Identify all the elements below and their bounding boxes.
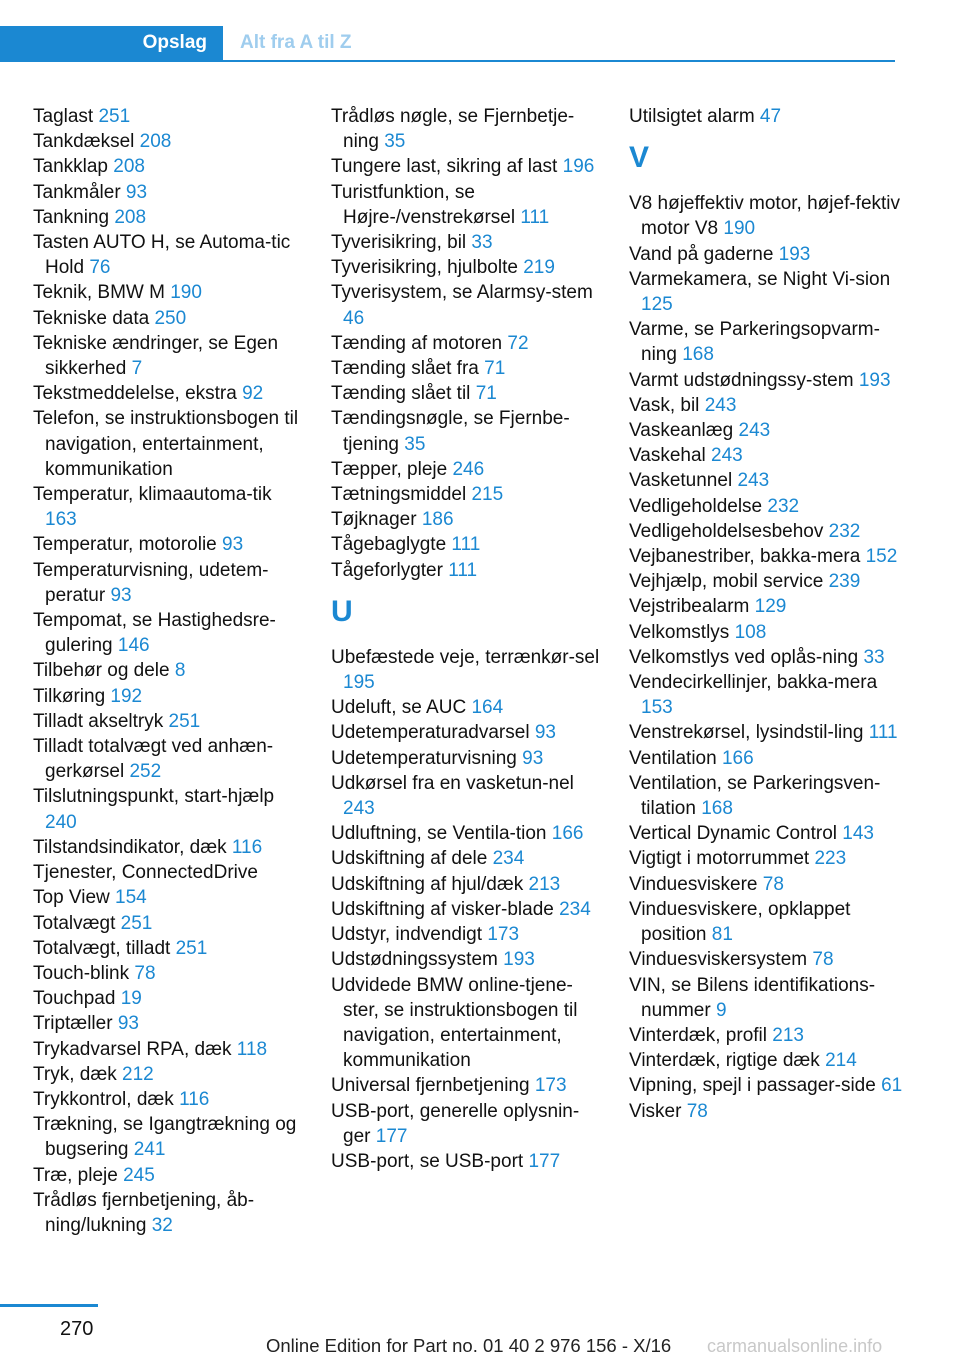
index-entry-text: Udkørsel fra en vasketun-nel <box>331 772 574 794</box>
index-entry-text: Vejbanestriber, bakka-mera <box>629 546 866 568</box>
index-entry <box>629 418 904 443</box>
index-entry-text: VIN, se Bilens identifikations-nummer <box>629 974 876 1021</box>
page-reference-link[interactable]: 213 <box>772 1024 804 1046</box>
index-entry <box>331 406 606 456</box>
index-entry <box>331 695 606 720</box>
index-entry-text: Totalvægt <box>33 912 121 934</box>
index-entry <box>629 1073 904 1098</box>
index-entry-text: Vedligeholdelse <box>629 495 768 517</box>
page-reference-link[interactable]: 208 <box>114 206 147 228</box>
index-entry-text: Utilsigtet alarm <box>629 106 760 127</box>
page-reference-link[interactable]: 195 <box>343 672 375 694</box>
page-number: 270 <box>60 1318 94 1340</box>
index-entry <box>331 482 606 507</box>
page-reference-link[interactable]: 118 <box>236 1038 268 1060</box>
index-entry-text: Tjenester, ConnectedDrive <box>33 862 258 884</box>
index-entry-text: Tungere last, sikring af last <box>331 156 563 178</box>
index-entry <box>629 267 904 317</box>
page-reference-link[interactable]: 46 <box>343 307 365 329</box>
page-reference-link[interactable]: 116 <box>231 836 263 858</box>
page-reference-link[interactable]: 152 <box>865 546 898 568</box>
page-reference-link[interactable]: 223 <box>814 848 847 870</box>
index-entry <box>629 897 904 947</box>
index-entry-text: Telefon, se instruktionsbogen til navigation, entertainment, kommunikation <box>33 408 299 480</box>
index-entry-text: Vipning, spejl i passager-side <box>629 1075 882 1097</box>
index-entry <box>331 532 606 557</box>
index-entry-text: Tågebaglygte <box>331 534 452 556</box>
index-entry <box>33 608 308 658</box>
page-reference-link[interactable]: 208 <box>139 131 172 153</box>
index-entry-text: Vejhjælp, mobil service <box>629 571 829 593</box>
page-reference-link[interactable]: 166 <box>721 747 754 769</box>
index-entry-text: Top View <box>33 887 116 909</box>
index-entry <box>331 230 606 255</box>
page-reference-link[interactable]: 173 <box>534 1075 567 1097</box>
index-entry-text: Tågeforlygter <box>331 559 449 581</box>
index-entry <box>33 709 308 734</box>
index-entry-text: Udeluft, se AUC <box>331 697 472 719</box>
index-entry <box>629 746 904 771</box>
index-entry <box>629 821 904 846</box>
index-column-3 <box>629 104 904 1124</box>
index-entry <box>33 129 308 154</box>
index-entry <box>331 331 606 356</box>
index-entry-text: Tankdæksel <box>33 131 140 153</box>
index-entry <box>33 986 308 1011</box>
index-entry <box>33 1087 308 1112</box>
index-entry-text: Tankning <box>33 206 115 228</box>
index-entry <box>33 154 308 179</box>
index-entry-text: Tænding af motoren <box>331 332 508 354</box>
index-entry <box>33 381 308 406</box>
index-entry-text: Teknik, BMW M <box>33 282 171 304</box>
page-reference-link[interactable]: 8 <box>174 660 186 682</box>
page-reference-link[interactable]: 143 <box>842 823 874 845</box>
index-entry-text: Vigtigt i motorrummet <box>629 848 815 870</box>
page-reference-link[interactable]: 108 <box>734 621 767 643</box>
index-entry <box>33 1163 308 1188</box>
index-entry <box>33 734 308 784</box>
tab-opslag-label: Opslag <box>142 32 207 53</box>
page-reference-link[interactable]: 246 <box>452 458 485 480</box>
index-entry-text: Trykadvarsel RPA, dæk <box>33 1038 237 1060</box>
index-entry-text: Tæpper, pleje <box>331 458 453 480</box>
section-letter: V <box>629 141 650 175</box>
page-reference-link[interactable]: 215 <box>471 484 504 506</box>
page-reference-link[interactable]: 61 <box>881 1075 903 1097</box>
index-entry-text: Vinduesviskere, opklappet position <box>629 898 851 946</box>
page-reference-link[interactable]: 245 <box>123 1164 155 1186</box>
index-entry-text: Tilkøring <box>33 685 111 707</box>
index-entry <box>331 457 606 482</box>
index-entry-text: Temperatur, motorolie <box>33 534 223 556</box>
index-entry <box>629 242 904 267</box>
page-reference-link[interactable]: 219 <box>523 257 555 279</box>
index-entry <box>33 1188 308 1238</box>
index-entry-text: Touch-blink <box>33 962 135 984</box>
page-reference-link[interactable]: 32 <box>151 1214 173 1236</box>
index-entry <box>629 1099 904 1124</box>
page-reference-link[interactable]: 125 <box>641 294 673 316</box>
page-reference-link[interactable]: 177 <box>375 1125 408 1147</box>
index-entry-text: Vasketunnel <box>629 470 738 492</box>
index-entry-text: Trådløs nøgle, se Fjernbetje-ning <box>331 106 575 153</box>
index-entry-text: Tryk, dæk <box>33 1063 123 1085</box>
index-entry <box>629 620 904 645</box>
index-entry <box>629 317 904 367</box>
index-entry <box>33 331 308 381</box>
index-entry-text: Udstyr, indvendigt <box>331 924 488 946</box>
index-entry <box>33 230 308 280</box>
index-entry-text: Varmekamera, se Night Vi-sion <box>629 268 891 290</box>
index-entry-text: Taglast <box>33 106 99 127</box>
page-reference-link[interactable]: 214 <box>825 1050 857 1072</box>
index-entry-text: Tilbehør og dele <box>33 660 175 682</box>
index-entry <box>629 947 904 972</box>
index-entry-text: Udskiftning af hjul/dæk <box>331 873 529 895</box>
index-entry-text: Tætningsmiddel <box>331 484 472 506</box>
index-entry-text: V8 højeffektiv motor, højef-fektiv motor V8 <box>629 193 901 240</box>
index-entry-text: Temperatur, klimaautoma-tik <box>33 484 272 506</box>
page-reference-link[interactable]: 163 <box>45 509 77 531</box>
page-reference-link[interactable]: 154 <box>115 887 147 909</box>
index-entry-text: Trækning, se Igangtrækning og bugsering <box>33 1114 297 1161</box>
index-entry-text: Tilslutningspunkt, start-hjælp <box>33 786 275 808</box>
page-reference-link[interactable]: 193 <box>503 949 535 971</box>
index-entry <box>33 280 308 305</box>
page-reference-link[interactable]: 146 <box>117 635 150 657</box>
index-entry <box>331 746 606 771</box>
index-entry-text: Vertical Dynamic Control <box>629 823 843 845</box>
index-entry-text: Vinterdæk, rigtige dæk <box>629 1050 826 1072</box>
index-entry-text: Udetemperaturvisning <box>331 747 523 769</box>
index-entry-text: Tekstmeddelelse, ekstra <box>33 383 243 405</box>
index-entry-text: Tekniske data <box>33 307 155 329</box>
index-entry-text: Vaskeanlæg <box>629 420 739 442</box>
index-entry-text: Udetemperaturadvarsel <box>331 722 535 744</box>
index-entry-text: Venstrekørsel, lysindstil-ling <box>629 722 869 744</box>
index-entry-text: Universal fjernbetjening <box>331 1075 535 1097</box>
index-entry-text: Vedligeholdelsesbehov <box>629 520 829 542</box>
index-entry <box>331 154 606 179</box>
page-reference-link[interactable]: 47 <box>759 106 782 127</box>
page-reference-link[interactable]: 243 <box>711 445 743 467</box>
page-reference-link[interactable]: 111 <box>451 534 481 556</box>
index-entry-text: Ventilation, se Parkeringsven-tilation <box>629 772 881 820</box>
index-entry <box>331 947 606 972</box>
index-entry <box>33 180 308 205</box>
index-entry-text: Turistfunktion, se Højre-/venstrekørsel <box>331 181 521 228</box>
index-entry <box>331 897 606 922</box>
page-reference-link[interactable]: 239 <box>828 571 861 593</box>
index-entry <box>629 670 904 720</box>
page-reference-link[interactable]: 213 <box>528 873 561 895</box>
page-reference-link[interactable]: 251 <box>120 912 153 934</box>
index-entry-text: USB-port, generelle oplysnin-ger <box>331 1100 580 1147</box>
page-reference-link[interactable]: 164 <box>471 697 504 719</box>
page-reference-link[interactable]: 177 <box>528 1150 561 1172</box>
page-reference-link[interactable]: 166 <box>551 823 584 845</box>
page-reference-link[interactable]: 234 <box>559 898 591 920</box>
page-reference-link[interactable]: 35 <box>384 131 406 153</box>
index-entry-text: Tyverisikring, bil <box>331 232 472 254</box>
page-reference-link[interactable]: 33 <box>863 646 885 668</box>
index-entry <box>33 532 308 557</box>
index-entry <box>331 356 606 381</box>
page-reference-link[interactable]: 251 <box>98 106 131 127</box>
page-reference-link[interactable]: 193 <box>858 369 891 391</box>
index-entry <box>331 1149 606 1174</box>
page-reference-link[interactable]: 81 <box>711 924 733 946</box>
index-entry <box>33 306 308 331</box>
page-reference-link[interactable]: 92 <box>242 383 264 405</box>
index-entry <box>331 280 606 330</box>
index-entry-text: Træ, pleje <box>33 1164 124 1186</box>
index-entry <box>33 860 308 885</box>
index-entry <box>629 368 904 393</box>
index-entry-text: Totalvægt, tilladt <box>33 937 176 959</box>
index-entry <box>629 519 904 544</box>
index-entry <box>331 180 606 230</box>
index-entry <box>629 494 904 519</box>
page-reference-link[interactable]: 71 <box>475 383 497 405</box>
index-entry <box>33 936 308 961</box>
page-reference-link[interactable]: 234 <box>492 848 525 870</box>
index-entry-text: Vand på gaderne <box>629 243 779 265</box>
index-entry <box>629 544 904 569</box>
index-entry-text: Trådløs fjernbetjening, åb-ning/lukning <box>33 1189 255 1236</box>
index-entry-text: Tempomat, se Hastighedsre-gulering <box>33 610 276 657</box>
index-entry-text: Visker <box>629 1100 687 1122</box>
index-entry <box>33 835 308 860</box>
page-reference-link[interactable]: 111 <box>448 559 478 581</box>
index-entry-text: Tænding slået til <box>331 383 476 405</box>
index-entry-text: Varme, se Parkeringsopvarm-ning <box>629 319 880 366</box>
index-entry <box>33 558 308 608</box>
index-entry <box>331 922 606 947</box>
index-entry-text: Tyverisikring, hjulbolte <box>331 257 524 279</box>
index-entry <box>331 973 606 1074</box>
index-entry <box>331 1099 606 1149</box>
page-reference-link[interactable]: 232 <box>828 520 861 542</box>
page-reference-link[interactable]: 240 <box>45 811 77 833</box>
page-reference-link[interactable]: 251 <box>168 710 201 732</box>
index-entry-text: Tøjknager <box>331 509 422 531</box>
page-reference-link[interactable]: 78 <box>762 873 784 895</box>
page-reference-link[interactable]: 251 <box>175 937 208 959</box>
page-reference-link[interactable]: 78 <box>686 1100 708 1122</box>
index-entry <box>331 645 606 695</box>
index-entry <box>33 1062 308 1087</box>
page-reference-link[interactable]: 93 <box>110 584 132 606</box>
index-entry <box>33 1037 308 1062</box>
page-number-rule <box>0 1304 98 1307</box>
index-entry-text: Tilladt totalvægt ved anhæn-gerkørsel <box>33 736 274 783</box>
index-entry <box>629 468 904 493</box>
page-reference-link[interactable]: 129 <box>754 596 787 618</box>
index-entry-text: Tændingsnøgle, se Fjernbe-tjening <box>331 408 570 455</box>
page-reference-link[interactable]: 190 <box>723 218 756 240</box>
index-entry-text: Udskiftning af visker-blade <box>331 898 560 920</box>
page-reference-link[interactable]: 168 <box>682 344 714 366</box>
index-entry-text: Vinterdæk, profil <box>629 1024 773 1046</box>
index-entry <box>629 846 904 871</box>
index-entry <box>629 393 904 418</box>
page-reference-link[interactable]: 111 <box>868 722 898 744</box>
index-entry <box>331 872 606 897</box>
header-tabbar <box>0 26 895 62</box>
index-entry <box>33 406 308 482</box>
index-column-2 <box>331 104 606 1174</box>
index-entry <box>331 771 606 821</box>
index-entry <box>33 658 308 683</box>
page-reference-link[interactable]: 208 <box>113 156 145 178</box>
index-entry-text: Vinduesviskersystem <box>629 949 813 971</box>
index-entry-text: Triptæller <box>33 1013 118 1035</box>
index-entry-text: Velkomstlys <box>629 621 735 643</box>
index-entry <box>629 973 904 1023</box>
index-entry <box>331 104 606 154</box>
index-column-1 <box>33 104 308 1238</box>
index-entry-text: Tyverisystem, se Alarmsy-stem <box>331 282 593 304</box>
page-reference-link[interactable]: 76 <box>89 257 111 279</box>
page-reference-link[interactable]: 252 <box>129 761 162 783</box>
page-reference-link[interactable]: 193 <box>778 243 811 265</box>
index-entry-text: Vinduesviskere <box>629 873 763 895</box>
page-reference-link[interactable]: 243 <box>343 798 375 820</box>
page-reference-link[interactable]: 116 <box>179 1088 210 1110</box>
index-entry <box>331 720 606 745</box>
index-entry <box>629 872 904 897</box>
index-entry-text: Tekniske ændringer, se Egen sikkerhed <box>33 332 279 380</box>
page-reference-link[interactable]: 72 <box>507 332 529 354</box>
page-reference-link[interactable]: 232 <box>767 495 800 517</box>
index-entry-text: Vendecirkellinjer, bakka-mera <box>629 672 878 694</box>
index-entry <box>331 558 606 583</box>
index-entry <box>33 784 308 834</box>
page-reference-link[interactable]: 71 <box>484 358 506 380</box>
index-entry-text: Tankklap <box>33 156 114 178</box>
index-entry <box>331 255 606 280</box>
page-reference-link[interactable]: 243 <box>738 420 771 442</box>
page-reference-link[interactable]: 243 <box>704 394 737 416</box>
index-entry <box>629 569 904 594</box>
header-rule <box>0 60 895 62</box>
page-reference-link[interactable]: 93 <box>117 1013 139 1035</box>
index-entry-text: Udluftning, se Ventila-tion <box>331 823 552 845</box>
index-entry-text: Ventilation <box>629 747 722 769</box>
index-entry-text: Vejstribealarm <box>629 596 755 618</box>
page-reference-link[interactable]: 250 <box>154 307 187 329</box>
index-entry <box>331 1073 606 1098</box>
index-entry-text: Trykkontrol, dæk <box>33 1088 180 1110</box>
index-entry <box>33 885 308 910</box>
page-reference-link[interactable]: 173 <box>487 924 520 946</box>
index-entry-text: Tilstandsindikator, dæk <box>33 836 232 858</box>
page-reference-link[interactable]: 111 <box>520 206 550 228</box>
page-reference-link[interactable]: 7 <box>131 358 143 380</box>
index-entry <box>629 720 904 745</box>
index-entry <box>331 507 606 532</box>
index-entry <box>331 821 606 846</box>
index-entry-text: USB-port, se USB-port <box>331 1150 529 1172</box>
index-entry-text: Ubefæstede veje, terrænkør-sel <box>331 646 600 668</box>
index-entry-text: Tankmåler <box>33 181 126 203</box>
index-entry-text: Temperaturvisning, udetem-peratur <box>33 559 269 606</box>
page-reference-link[interactable]: 19 <box>120 988 142 1010</box>
index-entry <box>33 482 308 532</box>
page-reference-link[interactable]: 168 <box>701 798 733 820</box>
tab-alt-fra-a-til-z-label: Alt fra A til Z <box>240 32 352 53</box>
page-reference-link[interactable]: 212 <box>122 1063 154 1085</box>
page-reference-link[interactable]: 35 <box>404 433 426 455</box>
index-entry <box>33 104 308 129</box>
index-entry <box>629 1048 904 1073</box>
page-reference-link[interactable]: 93 <box>522 747 544 769</box>
index-entry <box>33 1011 308 1036</box>
page-reference-link[interactable]: 241 <box>133 1139 166 1161</box>
page-reference-link[interactable]: 190 <box>170 282 202 304</box>
page-reference-link[interactable]: 78 <box>134 962 156 984</box>
page-reference-link[interactable]: 196 <box>562 156 595 178</box>
index-entry <box>629 645 904 670</box>
page-reference-link[interactable]: 93 <box>125 181 148 203</box>
index-entry-text: Udvidede BMW online-tjene-ster, se instruktionsbogen til navigation, entertainment, kommunikation <box>331 974 578 1072</box>
page-reference-link[interactable]: 153 <box>641 697 673 719</box>
index-entry-text: Udskiftning af dele <box>331 848 493 870</box>
index-entry-text: Touchpad <box>33 988 121 1010</box>
index-entry-text: Velkomstlys ved oplås-ning <box>629 646 864 668</box>
index-entry-text: Vask, bil <box>629 394 705 416</box>
page-reference-link[interactable]: 33 <box>471 232 493 254</box>
index-entry <box>629 443 904 468</box>
page-reference-link[interactable]: 186 <box>421 509 454 531</box>
index-entry-text: Vaskehal <box>629 445 712 467</box>
index-entry <box>629 191 904 241</box>
index-entry <box>629 594 904 619</box>
page-reference-link[interactable]: 93 <box>534 722 556 744</box>
index-entry <box>33 961 308 986</box>
index-entry <box>33 205 308 230</box>
tab-opslag[interactable] <box>0 26 223 60</box>
index-entry <box>629 1023 904 1048</box>
page-reference-link[interactable]: 93 <box>222 534 244 556</box>
index-entry-text: Tilladt akseltryk <box>33 710 169 732</box>
section-letter: U <box>331 594 353 628</box>
page-reference-link[interactable]: 192 <box>110 685 143 707</box>
index-entry <box>33 1112 308 1162</box>
index-entry-text: Varmt udstødningssy-stem <box>629 369 859 391</box>
index-entry <box>33 684 308 709</box>
index-entry-text: Tænding slået fra <box>331 358 485 380</box>
index-entry <box>629 771 904 821</box>
index-entry <box>331 381 606 406</box>
watermark: carmanualsonline.info <box>707 1336 883 1356</box>
footer-edition: Online Edition for Part no. 01 40 2 976 156 - X/16 <box>266 1335 672 1356</box>
index-entry <box>629 104 904 129</box>
page-reference-link[interactable]: 243 <box>737 470 770 492</box>
page-reference-link[interactable]: 9 <box>715 999 727 1021</box>
tab-alt-fra-a-til-z[interactable] <box>240 26 352 60</box>
index-entry <box>33 911 308 936</box>
index-entry <box>331 846 606 871</box>
index-entry-text: Udstødningssystem <box>331 949 504 971</box>
page-reference-link[interactable]: 78 <box>812 949 834 971</box>
index-entry-text: Tasten AUTO H, se Automa-tic Hold <box>33 232 291 279</box>
